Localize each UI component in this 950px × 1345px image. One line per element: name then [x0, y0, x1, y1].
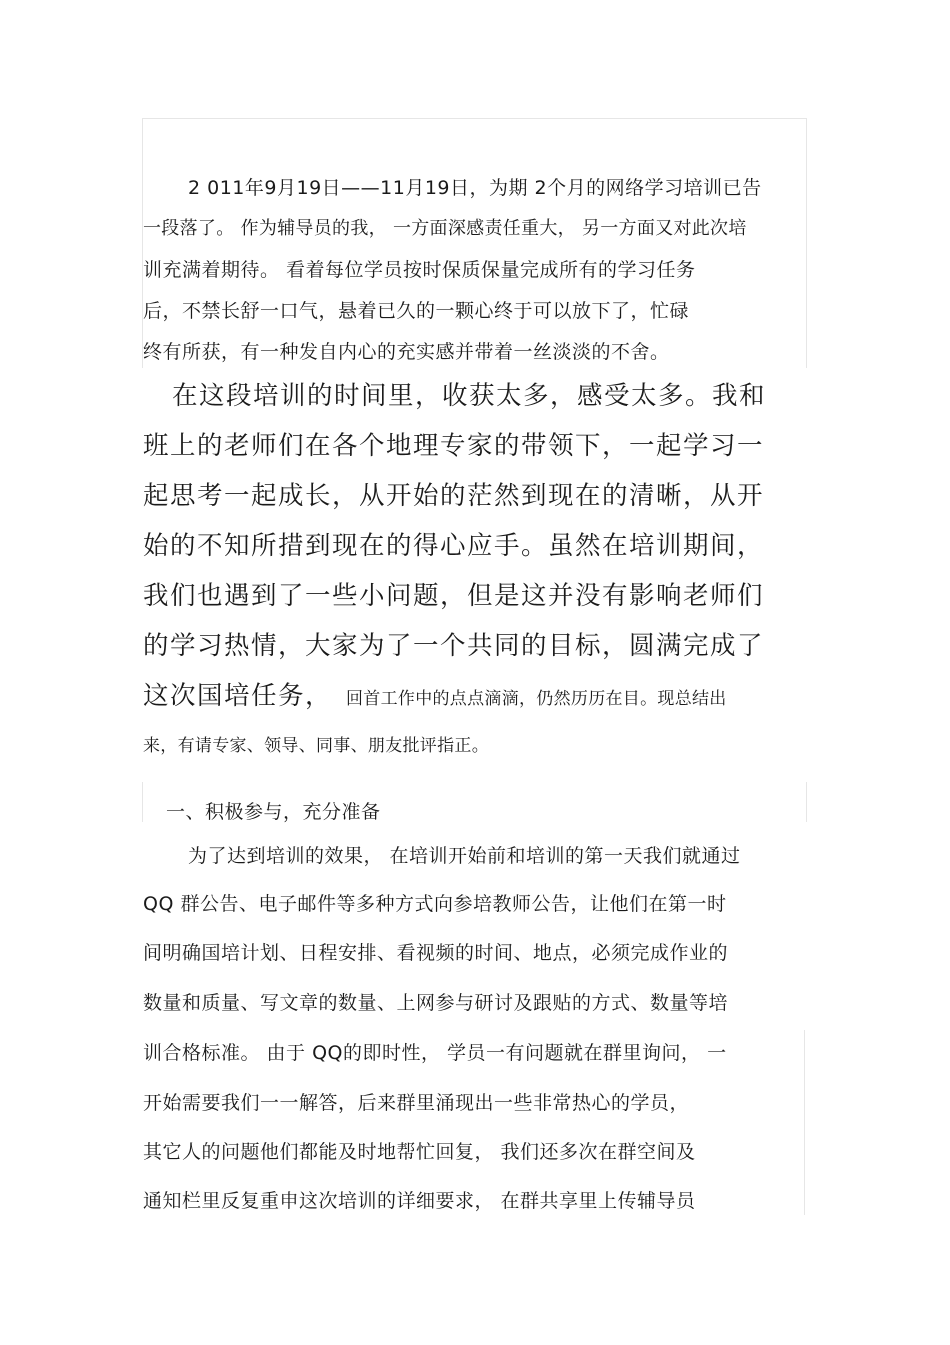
paragraph-1-line-5: 终有所获，有一种发自内心的充实感并带着一丝淡淡的不舍。	[143, 341, 670, 363]
paragraph-2-line-2: 班上的老师们在各个地理专家的带领下，一起学习一	[143, 431, 765, 461]
paragraph-3-line-6: 开始需要我们一一解答，后来群里涌现出一些非常热心的学员，	[143, 1092, 690, 1114]
paragraph-right-border	[804, 1030, 805, 1215]
paragraph-3-line-2: QQ 群公告、电子邮件等多种方式向参培教师公告，让他们在第一时	[143, 893, 727, 915]
paragraph-1-line-4: 后，不禁长舒一口气，悬着已久的一颗心终于可以放下了，忙碌	[143, 300, 690, 322]
paragraph-2-line-7-large: 这次国培任务，	[143, 681, 333, 711]
paragraph-2-line-6: 的学习热情，大家为了一个共同的目标，圆满完成了	[143, 631, 765, 661]
paragraph-3-line-4: 数量和质量、写文章的数量、上网参与研讨及跟贴的方式、数量等培	[143, 992, 729, 1014]
paragraph-3-line-1: 为了达到培训的效果， 在培训开始前和培训的第一天我们就通过	[188, 845, 741, 867]
paragraph-2-line-5: 我们也遇到了一些小问题，但是这并没有影响老师们	[143, 581, 765, 611]
paragraph-3-line-3: 间明确国培计划、日程安排、看视频的时间、地点，必须完成作业的	[143, 942, 729, 964]
paragraph-1-line-3: 训充满着期待。 看着每位学员按时保质保量完成所有的学习任务	[143, 259, 696, 281]
paragraph-3-line-8: 通知栏里反复重申这次培训的详细要求， 在群共享里上传辅导员	[143, 1190, 696, 1212]
paragraph-2-line-4: 始的不知所措到现在的得心应手。虽然在培训期间，	[143, 531, 765, 561]
section-right-border	[806, 782, 807, 822]
box-left-border	[142, 118, 143, 368]
paragraph-3-line-7: 其它人的问题他们都能及时地帮忙回复， 我们还多次在群空间及	[143, 1141, 696, 1163]
paragraph-2-line-3: 起思考一起成长，从开始的茫然到现在的清晰，从开	[143, 481, 765, 511]
paragraph-2-line-1: 在这段培训的时间里，收获太多，感受太多。我和	[172, 381, 767, 411]
paragraph-1-line-2: 一段落了。 作为辅导员的我， 一方面深感责任重大， 另一方面又对此次培	[143, 218, 747, 239]
paragraph-3-line-5: 训合格标准。 由于 QQ的即时性， 学员一有问题就在群里询问， 一	[143, 1042, 727, 1064]
section-left-border	[142, 782, 143, 822]
paragraph-2-tail: 来，有请专家、领导、同事、朋友批评指正。	[143, 736, 489, 756]
box-right-border	[806, 118, 807, 368]
box-top-border	[142, 118, 807, 119]
paragraph-2-line-7-small: 回首工作中的点点滴滴，仍然历历在目。现总结出	[346, 689, 727, 709]
paragraph-1-line-1: 2 011年9月19日——11月19日，为期 2个月的网络学习培训已告	[188, 177, 762, 199]
section-heading: 一、积极参与，充分准备	[166, 801, 381, 823]
